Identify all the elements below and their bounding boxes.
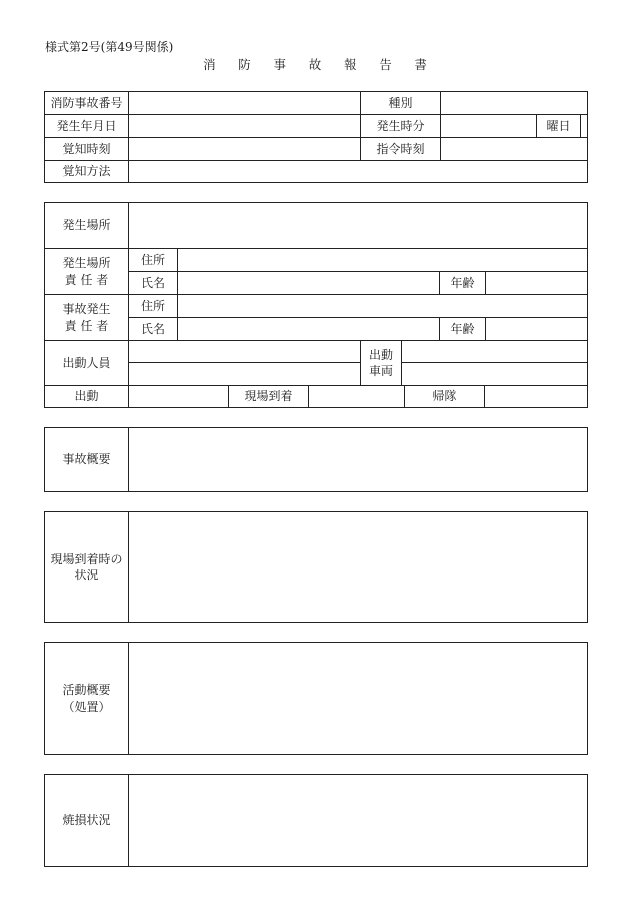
return-time-field[interactable]: [485, 386, 587, 407]
label-awareness-time: 覚知時刻: [45, 138, 129, 161]
label-location: 発生場所: [45, 203, 129, 249]
responsible-person-address-field[interactable]: [178, 295, 587, 318]
label-responsible-person: 事故発生 責 任 者: [45, 295, 129, 341]
category-field[interactable]: [441, 92, 587, 115]
responsible-person-age-field[interactable]: [486, 318, 587, 341]
location-manager-name-field[interactable]: [178, 272, 440, 295]
label-command-time: 指令時刻: [361, 138, 441, 161]
dispatch-time-field[interactable]: [129, 386, 229, 407]
accident-summary-field[interactable]: [129, 428, 587, 491]
label-damage-status: 焼損状況: [45, 775, 129, 866]
document-title: 消 防 事 故 報 告 書: [203, 57, 437, 72]
label-occurrence-time: 発生時分: [361, 115, 441, 138]
activity-summary-field[interactable]: [129, 643, 587, 754]
label-dispatch: 出動: [45, 386, 129, 407]
responsible-person-name-field[interactable]: [178, 318, 440, 341]
weekday-field[interactable]: [581, 115, 587, 138]
label-category: 種別: [361, 92, 441, 115]
accident-summary-table: [44, 427, 588, 492]
damage-status-field[interactable]: [129, 775, 587, 866]
label-return: 帰隊: [405, 386, 485, 407]
label-location-manager: 発生場所 責 任 者: [45, 249, 129, 295]
command-time-field[interactable]: [441, 138, 587, 161]
vehicles-field-2[interactable]: [402, 363, 587, 386]
arrival-time-field[interactable]: [309, 386, 405, 407]
label-vehicles: 出動 車両: [361, 341, 402, 386]
location-manager-age-field[interactable]: [486, 272, 587, 295]
label-awareness-method: 覚知方法: [45, 161, 129, 182]
activity-summary-table: [44, 642, 588, 755]
awareness-method-field[interactable]: [129, 161, 587, 182]
form-number: 様式第2号(第49号関係): [45, 40, 174, 54]
label-weekday: 曜日: [537, 115, 581, 138]
accident-number-field[interactable]: [129, 92, 361, 115]
label-name: 氏名: [129, 272, 178, 295]
label-accident-number: 消防事故番号: [45, 92, 129, 115]
personnel-field-2[interactable]: [129, 363, 361, 386]
basic-info-table: [44, 91, 588, 183]
label-age: 年齢: [440, 272, 486, 295]
label-personnel: 出動人員: [45, 341, 129, 386]
label-age: 年齢: [440, 318, 486, 341]
label-activity-summary: 活動概要 （処置）: [45, 643, 129, 754]
occurrence-time-field[interactable]: [441, 115, 537, 138]
arrival-situation-table: [44, 511, 588, 623]
label-arrival-situation: 現場到着時の 状況: [45, 512, 129, 622]
damage-status-table: [44, 774, 588, 867]
vehicles-field-1[interactable]: [402, 341, 587, 363]
location-manager-address-field[interactable]: [178, 249, 587, 272]
label-accident-summary: 事故概要: [45, 428, 129, 491]
label-name: 氏名: [129, 318, 178, 341]
label-occurrence-date: 発生年月日: [45, 115, 129, 138]
location-personnel-table: [44, 202, 588, 408]
personnel-field-1[interactable]: [129, 341, 361, 363]
label-arrival: 現場到着: [229, 386, 309, 407]
arrival-situation-field[interactable]: [129, 512, 587, 622]
awareness-time-field[interactable]: [129, 138, 361, 161]
occurrence-date-field[interactable]: [129, 115, 361, 138]
location-field[interactable]: [129, 203, 587, 249]
label-address: 住所: [129, 295, 178, 318]
label-address: 住所: [129, 249, 178, 272]
